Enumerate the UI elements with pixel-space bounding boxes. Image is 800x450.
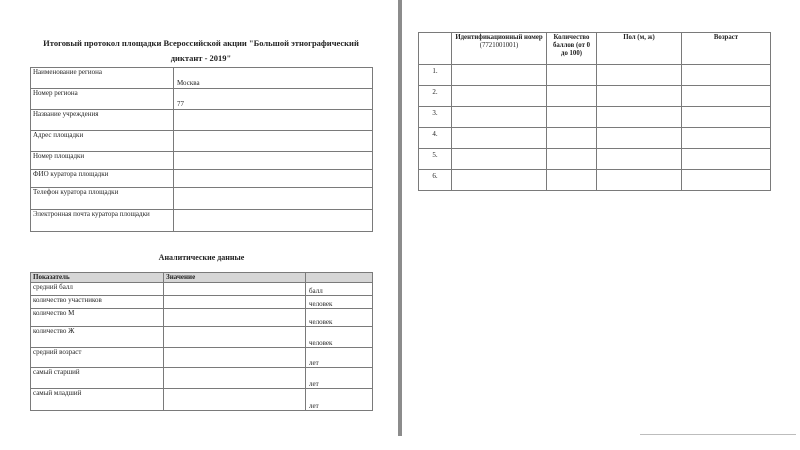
table-row: [31, 296, 373, 309]
info-label: Номер региона: [31, 89, 174, 110]
unit-cell: [306, 368, 373, 389]
score-cell[interactable]: [547, 65, 597, 86]
table-row: [31, 389, 373, 411]
row-number: 1.: [419, 65, 452, 86]
score-cell[interactable]: [547, 107, 597, 128]
table-row: [31, 327, 373, 348]
indicator-value-cell[interactable]: [164, 348, 306, 368]
info-label: Электронная почта куратора площадки: [31, 210, 174, 232]
gender-cell[interactable]: [597, 170, 682, 191]
id-cell[interactable]: [452, 128, 547, 149]
info-value-cell[interactable]: [174, 131, 373, 152]
row-number: 2.: [419, 86, 452, 107]
table-row: [419, 170, 771, 191]
info-label: Адрес площадки: [31, 131, 174, 152]
table-row: [419, 128, 771, 149]
unit-cell: [306, 309, 373, 327]
table-row: [419, 107, 771, 128]
id-cell[interactable]: [452, 107, 547, 128]
table-row: [31, 348, 373, 368]
unit-label: человек: [309, 318, 333, 326]
indicator-label: количество М: [31, 309, 164, 327]
table-header-row: [31, 273, 373, 283]
table-row: [31, 152, 373, 170]
indicator-value-cell[interactable]: [164, 283, 306, 296]
info-value-cell[interactable]: [174, 210, 373, 232]
score-cell[interactable]: [547, 128, 597, 149]
info-label: Название учреждения: [31, 110, 174, 131]
indicator-label: количество Ж: [31, 327, 164, 348]
unit-cell: [306, 348, 373, 368]
indicator-label: количество участников: [31, 296, 164, 309]
table-row: [31, 68, 373, 89]
left-page: [0, 0, 398, 450]
indicator-label: самый младший: [31, 389, 164, 411]
column-header-score: Количество баллов (от 0 до 100): [547, 33, 597, 65]
row-number: 3.: [419, 107, 452, 128]
indicator-value-cell[interactable]: [164, 327, 306, 348]
column-header-value: Значение: [164, 273, 306, 283]
table-row: [31, 368, 373, 389]
indicator-value-cell[interactable]: [164, 368, 306, 389]
score-cell[interactable]: [547, 149, 597, 170]
table-row: [31, 309, 373, 327]
row-number: 4.: [419, 128, 452, 149]
info-label: Номер площадки: [31, 152, 174, 170]
info-value: Москва: [177, 79, 200, 87]
column-header-id: Идентификационный номер (7721001001): [452, 33, 547, 65]
participants-table: [418, 32, 771, 191]
info-label: Наименование региона: [31, 68, 174, 89]
table-row: [31, 170, 373, 188]
indicator-value-cell[interactable]: [164, 389, 306, 411]
column-header-number: [419, 33, 452, 65]
unit-label: человек: [309, 300, 333, 308]
age-cell[interactable]: [682, 107, 771, 128]
gender-cell[interactable]: [597, 128, 682, 149]
indicator-label: средний возраст: [31, 348, 164, 368]
column-header-indicator: Показатель: [31, 273, 164, 283]
unit-label: лет: [309, 402, 319, 410]
id-example: (7721001001): [479, 42, 519, 49]
column-header-age: Возраст: [682, 33, 771, 65]
gender-cell[interactable]: [597, 86, 682, 107]
id-cell[interactable]: [452, 149, 547, 170]
score-cell[interactable]: [547, 86, 597, 107]
unit-cell: [306, 389, 373, 411]
age-cell[interactable]: [682, 65, 771, 86]
column-header-unit: [306, 273, 373, 283]
table-row: [31, 283, 373, 296]
score-cell[interactable]: [547, 170, 597, 191]
column-header-gender: Пол (м, ж): [597, 33, 682, 65]
unit-label: балл: [309, 287, 323, 295]
age-cell[interactable]: [682, 128, 771, 149]
table-row: [31, 110, 373, 131]
id-cell[interactable]: [452, 86, 547, 107]
id-cell[interactable]: [452, 65, 547, 86]
info-label: Телефон куратора площадки: [31, 188, 174, 210]
indicator-label: средний балл: [31, 283, 164, 296]
info-value-cell[interactable]: [174, 68, 373, 89]
table-header-row: [419, 33, 771, 65]
age-cell[interactable]: [682, 86, 771, 107]
info-value-cell[interactable]: [174, 110, 373, 131]
table-row: [419, 65, 771, 86]
indicator-value-cell[interactable]: [164, 309, 306, 327]
gender-cell[interactable]: [597, 65, 682, 86]
unit-label: лет: [309, 380, 319, 388]
table-row: [31, 210, 373, 232]
row-number: 6.: [419, 170, 452, 191]
table-row: [31, 188, 373, 210]
id-cell[interactable]: [452, 170, 547, 191]
analytics-table: [30, 272, 373, 411]
table-row: [31, 131, 373, 152]
unit-cell: [306, 296, 373, 309]
row-number: 5.: [419, 149, 452, 170]
info-label: ФИО куратора площадки: [31, 170, 174, 188]
gender-cell[interactable]: [597, 149, 682, 170]
indicator-value-cell[interactable]: [164, 296, 306, 309]
unit-cell: [306, 327, 373, 348]
unit-cell: [306, 283, 373, 296]
table-row: [419, 86, 771, 107]
info-table: [30, 67, 373, 232]
table-row: [31, 89, 373, 110]
info-value-cell[interactable]: [174, 89, 373, 110]
info-value-cell[interactable]: [174, 152, 373, 170]
age-cell[interactable]: [682, 170, 771, 191]
info-value-cell[interactable]: [174, 188, 373, 210]
info-value-cell[interactable]: [174, 170, 373, 188]
signature-line: [640, 434, 796, 435]
table-row: [419, 149, 771, 170]
unit-label: лет: [309, 359, 319, 367]
gender-cell[interactable]: [597, 107, 682, 128]
document-title: Итоговый протокол площадки Всероссийской акции "Большой этнографический диктант - 2019": [43, 38, 359, 63]
analytics-title: Аналитические данные: [158, 253, 245, 262]
info-value: 77: [177, 100, 184, 108]
unit-label: человек: [309, 339, 333, 347]
indicator-label: самый старший: [31, 368, 164, 389]
age-cell[interactable]: [682, 149, 771, 170]
